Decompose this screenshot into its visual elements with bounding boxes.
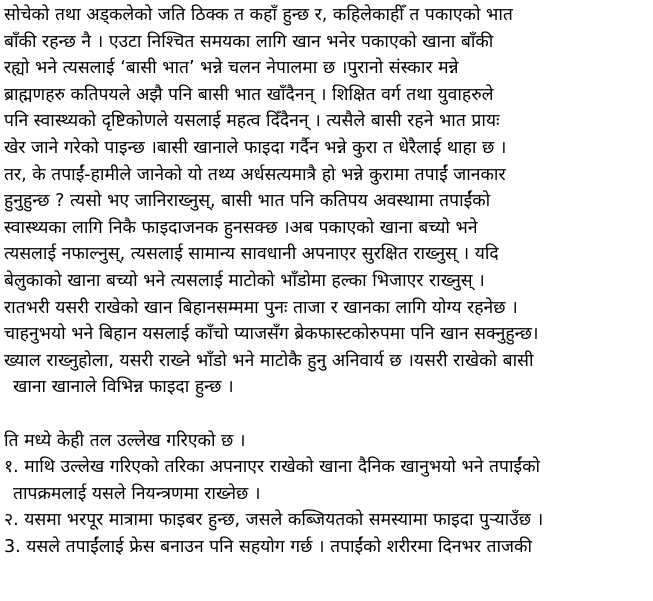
paragraph-line: ख्याल राख्नुहोला, यसरी राख्ने भाँडो भने माटोकै हुनु अनिवार्य छ ।यसरी राखेको बासी — [4, 350, 534, 371]
list-intro: ति मध्ये केही तल उल्लेख गरिएको छ । — [4, 430, 246, 451]
paragraph-line: ब्राह्मणहरु कतिपयले अझै पनि बासी भात खाँदैनन् । शिक्षित वर्ग तथा युवाहरुले — [4, 84, 494, 105]
paragraph-line: पनि स्वास्थ्यको दृष्टिकोणले यसलाई महत्व दिँदैनन् । त्यसैले बासी रहने भात प्रायः — [4, 111, 500, 132]
paragraph-line: स्वास्थ्यका लागि निकै फाइदाजनक हुनसक्छ ।अब पकाएको खाना बच्यो भने — [4, 217, 478, 238]
paragraph-line: बाँकी रहन्छ नै । एउटा निश्चित समयका लागि खान भनेर पकाएको खाना बाँकी — [4, 31, 494, 52]
paragraph-line: बेलुकाको खाना बच्यो भने त्यसलाई माटोको भाँडोमा हल्का भिजाएर राख्नुस् । — [4, 270, 485, 291]
paragraph-line: तर, के तपाईं-हामीले जानेको यो तथ्य अर्धसत्यमात्रै हो भन्ने कुरामा तपाईं जानकार — [4, 164, 506, 185]
list-item: १. माथि उल्लेख गरिएको तरिका अपनाएर राखेको खाना दैनिक खानुभयो भने तपाईंको — [4, 457, 541, 478]
paragraph-line: खेर जाने गरेको पाइन्छ ।बासी खानाले फाइदा गर्दैन भन्ने कुरा त धेरैलाई थाहा छ । — [4, 137, 507, 158]
list-item-continuation: तापक्रमलाई यसले नियन्त्रणमा राख्नेछ । — [13, 483, 261, 504]
paragraph-line: रातभरी यसरी राखेको खान बिहानसम्ममा पुनः ताजा र खानका लागि योग्य रहनेछ । — [4, 297, 518, 318]
article-body — [4, 2, 651, 560]
paragraph-line: सोचेको तथा अड्कलेको जति ठिक्क त कहाँ हुन्छ र, कहिलेकाहीँ त पकाएको भात — [4, 5, 513, 25]
paragraph-line: हुनुहुन्छ ? त्यसो भए जानिराख्नुस्, बासी भात पनि कतिपय अवस्थामा तपाईंको — [4, 191, 491, 212]
paragraph-line: त्यसलाई नफाल्नुस्, त्यसलाई सामान्य सावधानी अपनाएर सुरक्षित राख्नुस् । यदि — [4, 244, 499, 265]
list-item: २. यसमा भरपूर मात्रामा फाइबर हुन्छ, जसले कब्जियतको समस्यामा फाइदा पुर्‍याउँछ । — [4, 510, 544, 531]
paragraph-line: खाना खानाले विभिन्न फाइदा हुन्छ । — [13, 377, 234, 398]
paragraph-spacer — [4, 401, 651, 428]
paragraph-line: चाहनुभयो भने बिहान यसलाई काँचो प्याजसँग ब्रेकफास्टकोरुपमा पनि खान सक्नुहुन्छ। — [4, 324, 539, 345]
list-item: 3. यसले तपाईंलाई फ्रेस बनाउन पनि सहयोग गर्छ । तपाईंको शरीरमा दिनभर ताजकी — [4, 536, 533, 557]
paragraph-line: रह्यो भने त्यसलाई ‘बासी भात’ भन्ने चलन नेपालमा छ ।पुरानो संस्कार मन्ने — [4, 58, 459, 79]
